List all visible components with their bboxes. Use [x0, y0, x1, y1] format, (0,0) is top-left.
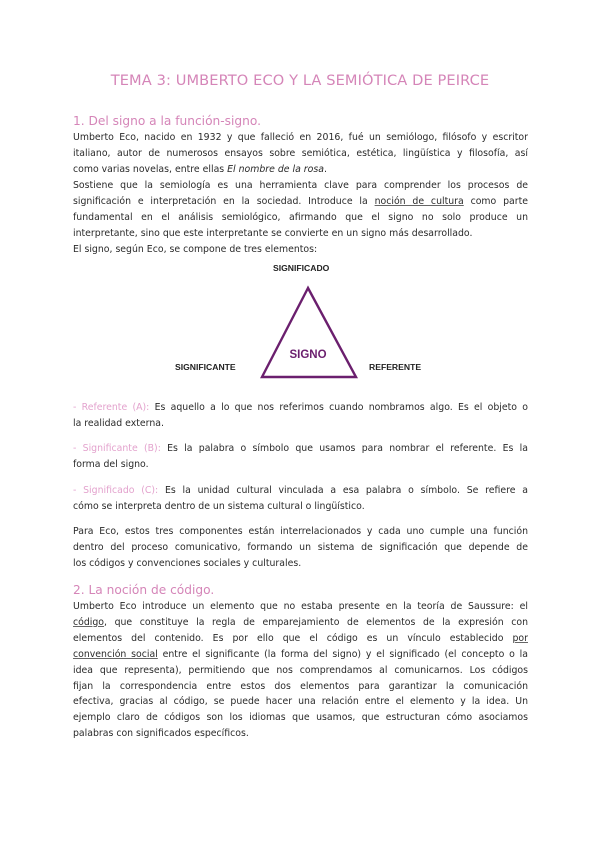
section-heading-1: 1. Del signo a la función-signo.	[73, 114, 261, 128]
item-significado: - Significado (C): Es la unidad cultural vinculada a esa palabra o símbolo. Se refiere a cómo se interpreta dentro de un sistema cultural o lingüístico.	[73, 485, 528, 512]
triangle-center-label: SIGNO	[289, 349, 327, 361]
paragraph-interrelacion: Para Eco, estos tres componentes están interrelacionados y cada uno cumple una función dentro del proceso comunicativo, formando un sistema de significación que depende de los códigos y convenciones sociales y culturales.	[73, 526, 528, 569]
section-heading-2: 2. La noción de código.	[73, 583, 215, 597]
item-significante: - Significante (B): Es la palabra o símbolo que usamos para nombrar el referente. Es la forma del signo.	[73, 443, 528, 470]
paragraph-codigo: Umberto Eco introduce un elemento que no estaba presente en la teoría de Saussure: el código, que constituye la regla de emparejamiento de elementos de la expresión con elementos del contenido. Es por ello que el código es un vínculo establecido por convención social entre el significante (la forma del signo) y el significado (el concepto o la idea que representa), permitiendo que nos comprendamos al comunicarnos. Los códigos fijan la correspondencia entre estos dos elementos para garantizar la comunicación efectiva, gracias al código, se puede hacer una relación entre el elemento y la idea. Un ejemplo claro de códigos son los idiomas que usamos, que estructuran cómo asociamos palabras con significados específicos.	[73, 601, 528, 740]
page-title: TEMA 3: UMBERTO ECO Y LA SEMIÓTICA DE PEIRCE	[110, 72, 490, 89]
label-referente: REFERENTE	[369, 362, 422, 372]
underlined-term-convencion: convención social	[73, 648, 158, 660]
label-significado: SIGNIFICADO	[273, 263, 330, 273]
triangle-shape	[262, 288, 356, 377]
paragraph-eco-bio: Umberto Eco, nacido en 1932 y que falleció en 2016, fué un semiólogo, filósofo y escritor italiano, autor de numerosos ensayos sobre semiótica, estética, lingüística y filosofía, así como varias novelas, entre ellas El nombre de la rosa.	[73, 132, 528, 175]
underlined-term-cultura: noción de cultura	[374, 195, 464, 207]
item-referente: - Referente (A): Es aquello a lo que nos referimos cuando nombramos algo. Es el objeto o la realidad externa.	[73, 402, 528, 429]
paragraph-elementos-intro: El signo, según Eco, se compone de tres elementos:	[73, 244, 318, 255]
underlined-term-codigo: código	[73, 616, 105, 628]
sign-triangle-diagram	[160, 260, 460, 390]
label-significante: SIGNIFICANTE	[175, 362, 236, 372]
paragraph-semiologia: Sostiene que la semiología es una herramienta clave para comprender los procesos de significación e interpretación en la sociedad. Introduce la noción de cultura como parte fundamental en el análisis semiológico, afirmando que el signo no solo produce un interpretante, sino que este interpretante se convierte en un signo más desarrollado.	[73, 180, 528, 239]
underlined-term-por: por	[512, 632, 528, 644]
book-title: El nombre de la rosa	[227, 163, 324, 175]
